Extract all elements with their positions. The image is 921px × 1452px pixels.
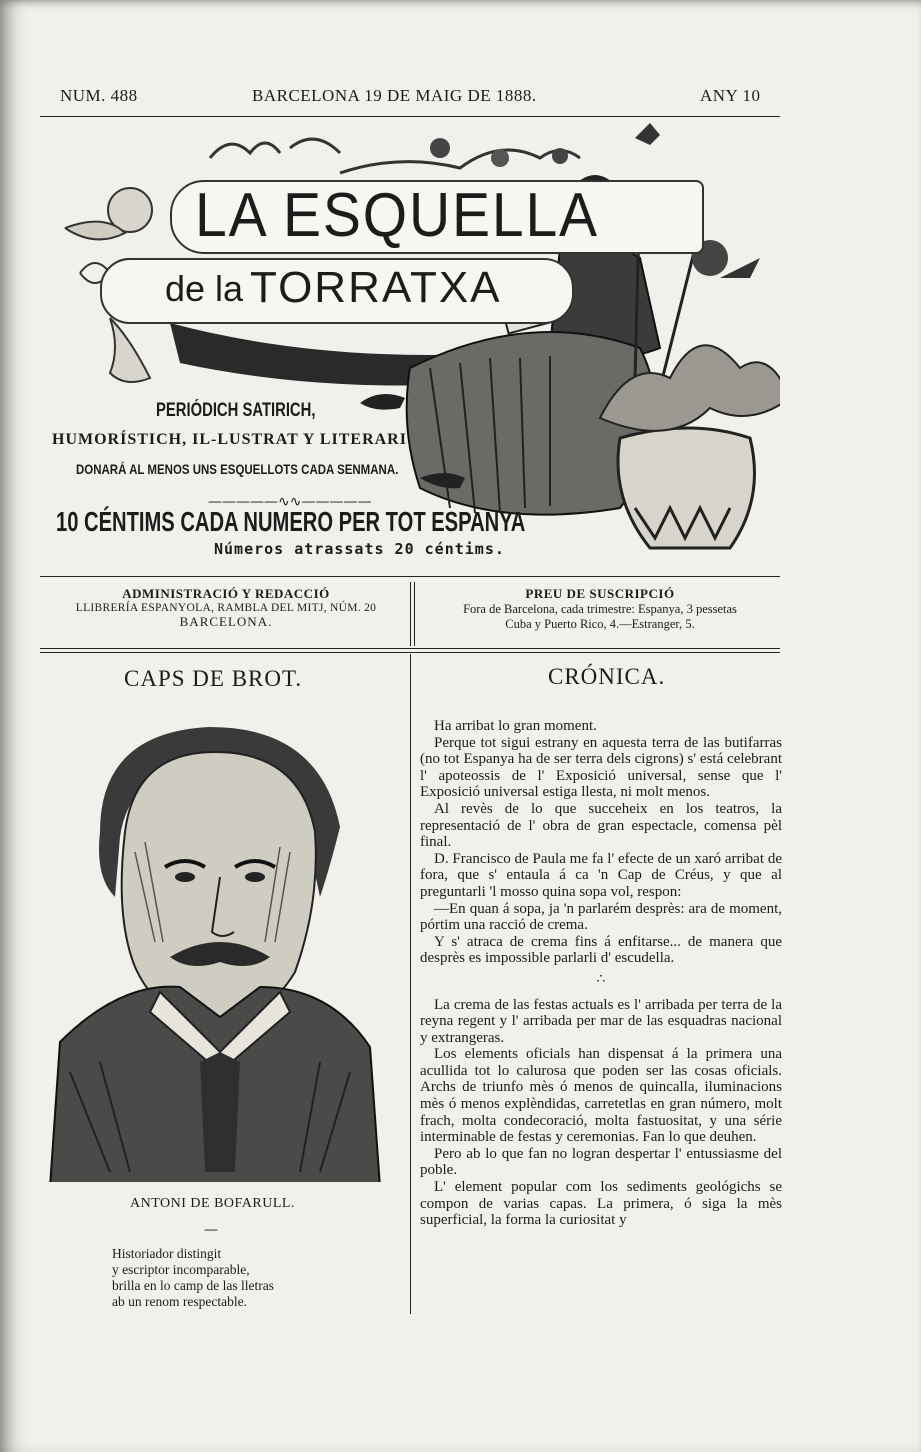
caption-dash: — — [204, 1222, 218, 1238]
left-section-title: CAPS DE BROT. — [124, 666, 303, 691]
subscription-block — [418, 586, 782, 632]
subscription-line1: Fora de Barcelona, cada trimestre: Espanya, 3 pessetas — [463, 602, 737, 616]
portrait-caption: ANTONI DE BOFARULL. — [130, 1196, 295, 1211]
chronicle-paragraph: La crema de las festas actuals es l' arribada per terra de la reyna regent y l' arribada per mar de las esquadras nacional y extrangeras. — [420, 996, 782, 1046]
verse-line: y escriptor incomparable, — [112, 1262, 250, 1277]
chronicle-paragraph: Pero ab lo que fan no logran despertar l' entussiasme del poble. — [420, 1145, 782, 1179]
chronicle-paragraph: Los elements oficials han dispensat á la primera una acullida tot lo calurosa que poden ser las cosas oficials. Archs de triunfo mès ó menos de quincalla, iluminacions mès ó menos explèndidas, carretetlas en gran número, molt frach, molta condecoració, molta fastuositat, y una série interminable de festas y ceremonias. Fan lo que deuhen. — [420, 1046, 782, 1146]
section-separator: ∴ — [596, 971, 606, 987]
subscription-line2: Cuba y Puerto Rico, 4.—Estranger, 5. — [505, 617, 695, 631]
chronicle-paragraph: —En quan á sopa, ja 'n parlarém desprès: ara de moment, pórtim una racció de crema. — [420, 900, 782, 934]
chronicle-paragraph: L' element popular com los sediments geológichs se compon de varias capas. La primera, ó siga la mès superficial, la forma la curiositat y — [420, 1179, 782, 1229]
chronicle-paragraph: Y s' atraca de crema fins á enfitarse... de manera que desprès es impossible parlarli d' escudella. — [420, 933, 782, 967]
subtitle-description: HUMORÍSTICH, IL-LUSTRAT Y LITERARI — [52, 431, 407, 448]
masthead-title-prefix: de la — [165, 268, 244, 309]
right-section-title: CRÓNICA. — [548, 664, 666, 689]
column-divider — [410, 654, 411, 1314]
subtitle-periodical: PERIÓDICH SATIRICH, — [156, 400, 316, 421]
year-label: ANY 10 — [700, 86, 761, 105]
back-issues-line: Números atrassats 20 céntims. — [214, 540, 505, 558]
chronicle-paragraph: Ha arribat lo gran moment. — [434, 718, 597, 734]
portrait-engraving — [40, 712, 390, 1182]
admin-block — [46, 586, 406, 630]
masthead — [52, 118, 780, 578]
issue-number: NUM. 488 — [60, 86, 138, 105]
info-rule-b — [40, 652, 780, 653]
masthead-rule — [40, 576, 780, 577]
verse-line: ab un renom respectable. — [112, 1294, 247, 1309]
info-divider-a — [410, 582, 411, 646]
info-rule-a — [40, 648, 780, 649]
ornament-divider: —————∿∿————— — [208, 494, 372, 510]
verse-line: Historiador distingit — [112, 1246, 222, 1261]
portrait-verse — [112, 1246, 274, 1310]
admin-address: LLIBRERÍA ESPANYOLA, RAMBLA DEL MITJ, NÚM. 20 — [75, 602, 377, 614]
masthead-title: LA ESQUELLA — [195, 181, 599, 250]
verse-line: brilla en lo camp de las lletras — [112, 1278, 274, 1293]
chronicle-paragraph: Perque tot sigui estrany en aquesta terra de las butifarras (no tot Espanya ha de ser terra dels cigrons) s' está celebrant l' apoteossis de l' Exposició universal, sense que l' Exposició universal estiga llesta, ni molt menos. — [420, 734, 782, 801]
chronicle-text — [420, 718, 782, 1229]
info-divider-b — [414, 582, 415, 646]
price-line: 10 CÉNTIMS CADA NUMERO PER TOT ESPANYA — [56, 506, 526, 537]
masthead-title-second: TORRATXA — [250, 263, 502, 312]
dateline: BARCELONA 19 DE MAIG DE 1888. — [252, 86, 537, 105]
subscription-heading: PREU DE SUSCRIPCIÓ — [525, 586, 675, 601]
chronicle-paragraph: D. Francisco de Paula me fa l' efecte de un xaró arribat de fora, que s' entaula á ca 'n Cap de Créus, y que al preguntarli 'l mosso quina sopa vol, respon: — [420, 850, 782, 900]
chronicle-paragraph: Al revès de lo que succeheix en los teatros, la representació de l' obra de gran espectacle, comensa pèl final. — [420, 800, 782, 851]
admin-city: BARCELONA. — [179, 614, 273, 629]
admin-heading: ADMINISTRACIÓ Y REDACCIÓ — [122, 586, 330, 601]
header-rule — [40, 116, 780, 117]
subtitle-motto: DONARÁ AL MENOS UNS ESQUELLOTS CADA SENMANA. — [76, 461, 399, 477]
